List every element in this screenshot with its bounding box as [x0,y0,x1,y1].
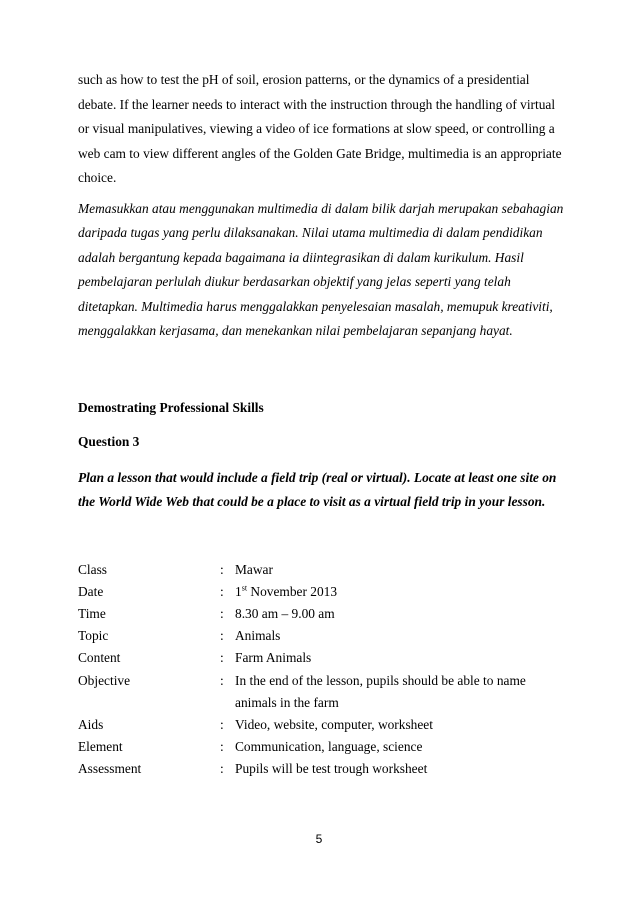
paragraph-malay: Memasukkan atau menggunakan multimedia di dalam bilik darjah merupakan sebahagian daripada tugas yang perlu dilaksanakan. Nilai utama multimedia di dalam pendidikan adalah bergantung kepada bagaimana ia diintegrasikan di dalam kurikulum. Hasil pembelajaran perlulah diukur berdasarkan objektif yang jelas seperti yang telah ditetapkan. Multimedia harus menggalakkan penyelesaian masalah, memupuk kreativiti, menggalakkan kerjasama, dan menekankan nilai pembelajaran sepanjang hayat. [78,200,564,338]
row-value: Communication, language, science [235,739,423,755]
row-label: Class [78,561,108,577]
page-number: 5 [315,832,323,846]
row-separator: : [220,761,224,777]
row-separator: : [220,561,224,577]
row-value: Farm Animals [235,650,312,666]
row-value: Video, website, computer, worksheet [235,716,433,732]
date-day: 1 [235,583,242,599]
row-label: Time [78,605,106,621]
row-label: Date [78,583,104,599]
date-ordinal: st [241,583,248,593]
lesson-plan-table [78,559,568,781]
row-value: 8.30 am – 9.00 am [235,605,335,621]
document-page [78,68,568,781]
lesson-row-topic [78,625,568,647]
row-label: Assessment [78,761,142,777]
row-value: Pupils will be test trough worksheet [235,761,428,777]
row-value: In the end of the lesson, pupils should be able to name animals in the farm [235,672,526,710]
row-separator: : [220,672,224,688]
row-separator: : [220,650,224,666]
lesson-row-aids [78,714,568,736]
row-label: Content [78,650,121,666]
lesson-row-assessment [78,758,568,780]
row-separator: : [220,605,224,621]
row-separator: : [220,739,224,755]
section-heading: Demostrating Professional Skills [78,399,264,415]
row-value: Animals [235,628,281,644]
row-label: Aids [78,716,104,732]
row-separator: : [220,628,224,644]
lesson-row-content [78,647,568,669]
date-rest: November 2013 [247,583,338,599]
lesson-row-time [78,603,568,625]
row-label: Element [78,739,123,755]
row-label: Objective [78,672,131,688]
lesson-row-date [78,581,568,603]
row-value: Mawar [235,561,273,577]
question-heading: Question 3 [78,433,140,449]
lesson-row-element [78,736,568,758]
row-separator: : [220,583,224,599]
question-text: Plan a lesson that would include a field trip (real or virtual). Locate at least one site on the World Wide Web that could be a place to visit as a virtual field trip in your lesson. [78,469,557,509]
lesson-row-objective [78,670,568,714]
row-label: Topic [78,628,109,644]
row-value [235,581,568,603]
row-separator: : [220,716,224,732]
paragraph-english: such as how to test the pH of soil, erosion patterns, or the dynamics of a presidential debate. If the learner needs to interact with the instruction through the handling of virtual or visual manipulatives, viewing a video of ice formations at slow speed, or controlling a web cam to view different angles of the Golden Gate Bridge, multimedia is an appropriate choice. [78,72,562,185]
lesson-row-class [78,559,568,581]
